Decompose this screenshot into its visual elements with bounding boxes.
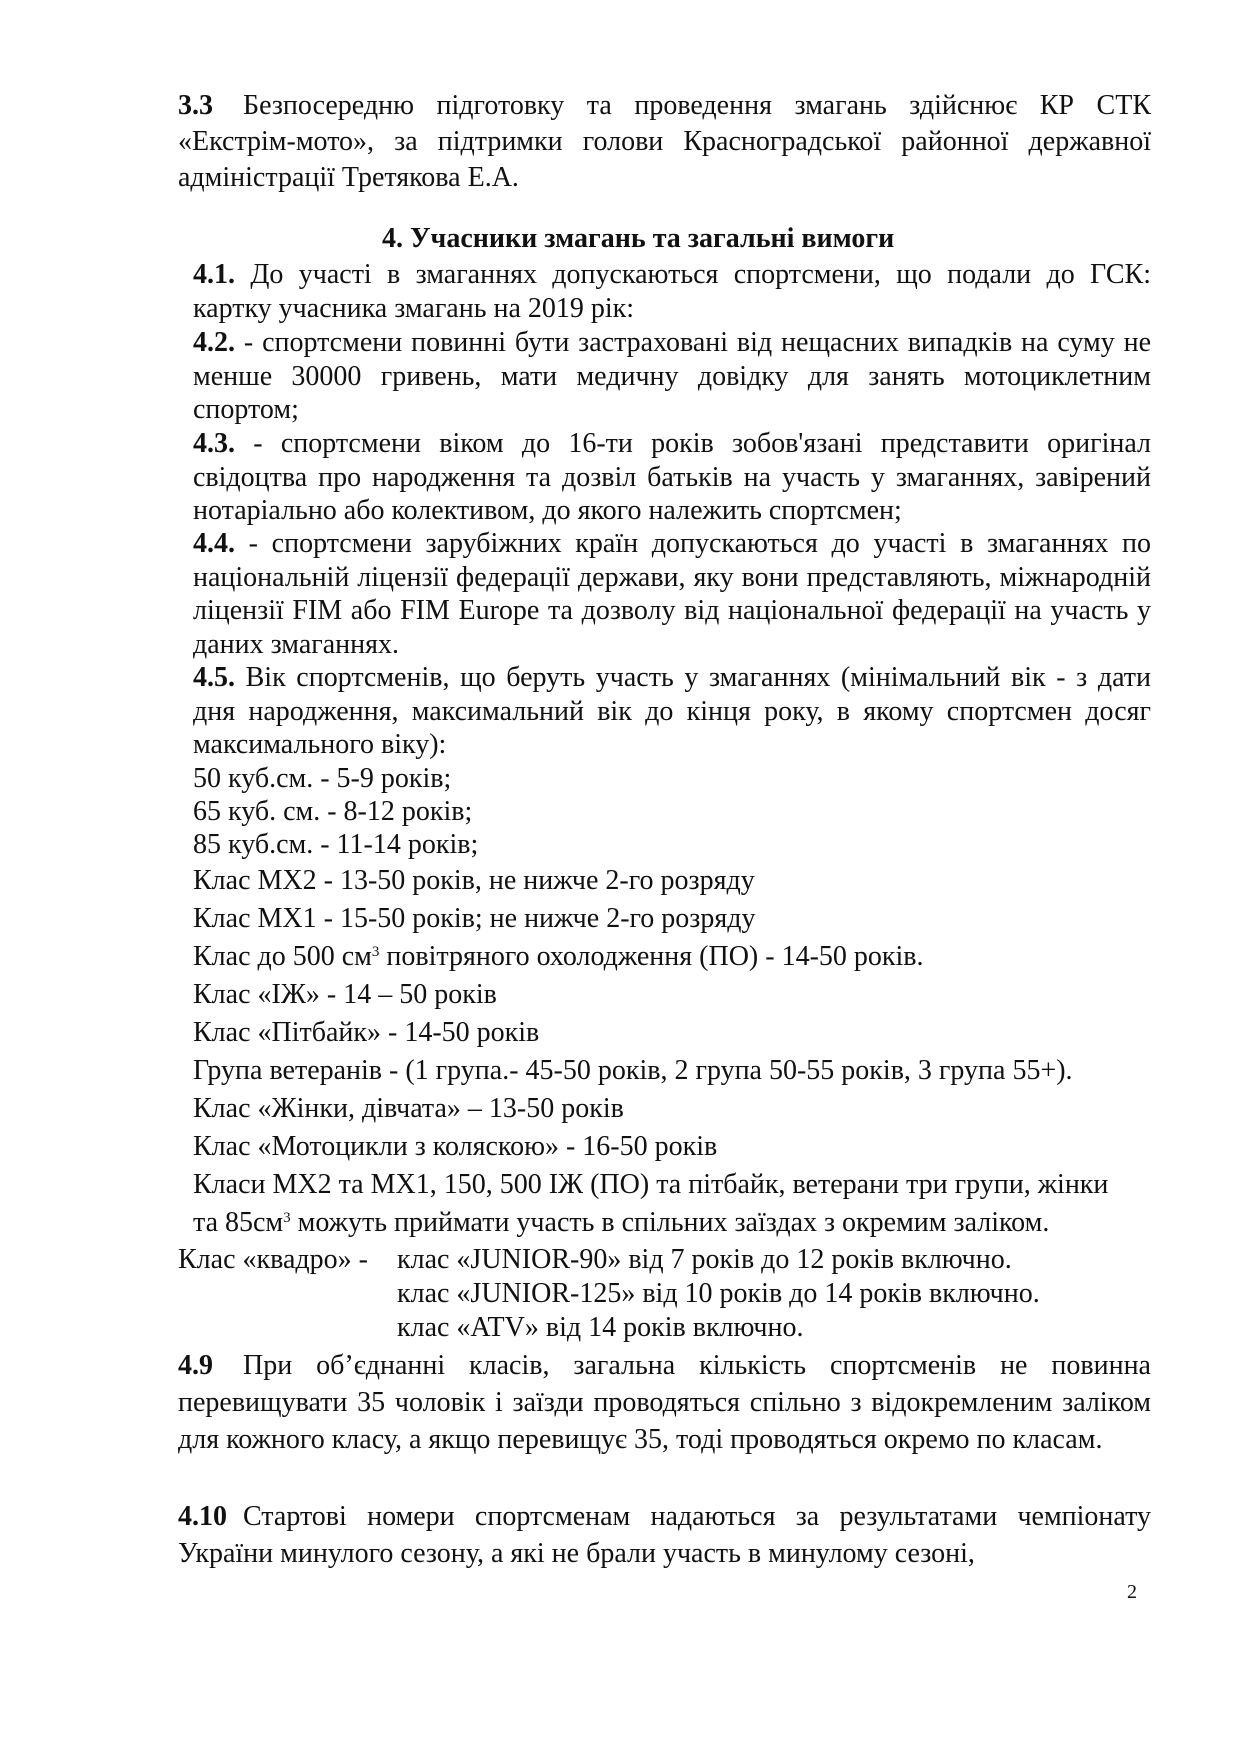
page-number: 2 xyxy=(1127,1581,1137,1603)
paragraph-number: 4.10 xyxy=(178,1501,227,1532)
joint-classes-text: та 85см xyxy=(193,1207,284,1238)
class-quad-atv: клас «ATV» від 14 років включно. xyxy=(397,1312,804,1343)
group-veterans: Група ветеранів - (1 група.- 45-50 років, 2 група 50-55 років, 3 група 55+). xyxy=(193,1055,1073,1086)
class-quad-junior125: клас «JUNIOR-125» від 10 років до 14 років включно. xyxy=(397,1278,1040,1309)
paragraph-text: Вік спортсменів, що беруть участь у змаганнях (мінімальний вік - з дати дня народження, максимальний вік до кінця року, в якому спортсмен досяг максимального віку): xyxy=(193,662,1152,760)
class-500cc xyxy=(193,940,924,973)
class-mx2: Клас МХ2 - 13-50 років, не нижче 2-го розряду xyxy=(193,865,755,896)
class-quad-junior90: клас «JUNIOR-90» від 7 років до 12 років включно. xyxy=(397,1244,1012,1275)
class-85cc: 85 куб.см. - 11-14 років; xyxy=(193,829,479,860)
paragraph-number: 4.1. xyxy=(193,259,235,290)
class-women: Клас «Жінки, дівчата» – 13-50 років xyxy=(193,1093,624,1124)
class-mx1: Клас МХ1 - 15-50 років; не нижче 2-го розряду xyxy=(193,903,756,934)
section-heading: 4. Учасники змагань та загальні вимоги xyxy=(382,223,895,254)
paragraph-number: 4.9 xyxy=(178,1350,213,1381)
paragraph-number: 3.3 xyxy=(178,90,213,121)
paragraph-text: Безпосередню підготовку та проведення змагань здійснює КР СТК «Екстрім-мото», за підтримки голови Красноградської районної державної адміністрації Третякова Е.А. xyxy=(178,90,1151,193)
class-quad-label: Клас «квадро» - xyxy=(178,1244,368,1275)
class-sidecar: Клас «Мотоцикли з коляскою» - 16-50 років xyxy=(193,1131,718,1162)
paragraph-4-4 xyxy=(193,527,1151,661)
class-pitbike: Клас «Пітбайк» - 14-50 років xyxy=(193,1017,540,1048)
class-65cc: 65 куб. см. - 8-12 років; xyxy=(193,796,473,827)
paragraph-number: 4.2. xyxy=(193,327,235,358)
joint-classes-line-1: Класи МХ2 та МХ1, 150, 500 ІЖ (ПО) та пітбайк, ветерани три групи, жінки xyxy=(193,1169,1109,1200)
paragraph-4-5 xyxy=(193,661,1151,762)
paragraph-number: 4.3. xyxy=(193,428,235,459)
superscript: 3 xyxy=(371,944,380,960)
paragraph-text: При об’єднанні класів, загальна кількість спортсменів не повинна перевищувати 35 чоловік і заїзди проводяться спільно з відокремленим заліком для кожного класу, а якщо перевищує 35, тоді проводяться окремо по класам. xyxy=(178,1350,1151,1455)
paragraph-text: - спортсмени зарубіжних країн допускаються до участі в змаганнях по національній ліцензії федерації держави, яку вони представляють, міжнародній ліцензії FIM або FIM Europe та дозволу від національної федерації на участь у даних змаганнях. xyxy=(193,528,1151,660)
class-500cc-label: Клас до 500 см xyxy=(193,941,372,972)
paragraph-text: До участі в змаганнях допускаються спортсмени, що подали до ГСК: картку учасника змагань на 2019 рік: xyxy=(193,259,1151,324)
paragraph-3-3 xyxy=(178,88,1151,196)
paragraph-4-1 xyxy=(193,258,1151,325)
paragraph-text: - спортсмени віком до 16-ти років зобов'язані представити оригінал свідоцтва про народження та дозвіл батьків на участь у змаганнях, завірений нотаріально або колективом, до якого належить спортсмен; xyxy=(193,428,1151,526)
paragraph-4-9 xyxy=(178,1347,1151,1458)
joint-classes-line-2 xyxy=(193,1206,1049,1239)
paragraph-text: Стартові номери спортсменам надаються за результатами чемпіонату України минулого сезону, а які не брали участь в минулому сезоні, xyxy=(178,1501,1151,1569)
paragraph-4-10 xyxy=(178,1498,1151,1572)
class-izh: Клас «ІЖ» - 14 – 50 років xyxy=(193,979,497,1010)
class-50cc: 50 куб.см. - 5-9 років; xyxy=(193,763,452,794)
paragraph-text: - спортсмени повинні бути застраховані від нещасних випадків на суму не менше 30000 гривень, мати медичну довідку для занять мотоциклетним спортом; xyxy=(193,327,1152,425)
paragraph-number: 4.5. xyxy=(193,662,235,693)
superscript: 3 xyxy=(283,1210,291,1226)
class-500cc-rest: повітряного охолодження (ПО) - 14-50 років. xyxy=(379,941,924,972)
paragraph-4-2 xyxy=(193,326,1151,427)
paragraph-4-3 xyxy=(193,427,1151,528)
joint-classes-rest: можуть приймати участь в спільних заїздах з окремим заліком. xyxy=(290,1207,1050,1238)
paragraph-number: 4.4. xyxy=(193,528,235,559)
